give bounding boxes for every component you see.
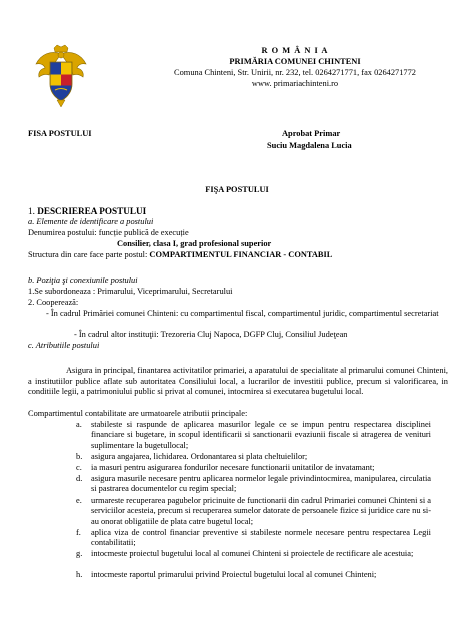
list-item-label: c. [76, 463, 82, 472]
structure-value: COMPARTIMENTUL FINANCIAR - CONTABIL [149, 250, 333, 259]
list-item-label: a. [76, 420, 82, 429]
list-item-text: aplica viza de control financiar preventive si stabileste normele necesare pentru respectarea Legii contabilitatii; [91, 528, 431, 548]
list-item-text: asigura angajarea, lichidarea. Ordonantarea si plata cheltuielilor; [91, 452, 308, 461]
list-item-label: e. [76, 496, 82, 505]
header-address: Comuna Chinteni, Str. Unirii, nr. 232, tel. 0264271771, fax 0264271772 [174, 68, 416, 77]
coat-of-arms-emblem [33, 44, 89, 108]
list-item-label: b. [76, 452, 83, 461]
section1-heading [28, 206, 146, 216]
list-item-label: h. [76, 570, 83, 579]
post-rank: Consilier, clasa I, grad profesional superior [117, 239, 272, 248]
cooperation-external: - În cadrul altor instituţii: Trezoreria Cluj Napoca, DGFP Cluj, Consiliul Judeţean [74, 330, 348, 339]
coat-of-arms-icon [33, 44, 89, 108]
section1-number: 1. [28, 206, 38, 216]
list-item-text: stabileste si raspunde de aplicarea masurilor legale ce se impun pentru respectarea disciplinei financiare si bugetare, in scopul identificarii si sanctionarii evaziunii fiscale si atragerea de venituri suplimentare la bugetullocal; [91, 420, 431, 450]
cooperation-internal: - În cadrul Primăriei comunei Chinteni: cu compartimentul fiscal, compartimentul juridic, compartimentul secretariat [46, 309, 439, 318]
header-country: R O M Â N I A [261, 46, 329, 55]
header-website: www. primariachinteni.ro [251, 79, 339, 88]
header-institution: PRIMĂRIA COMUNEI CHINTENI [229, 57, 361, 66]
approved-name: Suciu Magdalena Lucia [267, 141, 352, 150]
list-item-text: urmareste recuperarea pagubelor pricinuite de functionarii din cadrul Primariei comunei Chinteni si a serviciilor acesteia, precum si recuperarea sumelor datorate de persoanele fizice si juridice care nu si-au onorat obligatiile de plata catre bugetul local; [91, 496, 431, 526]
form-label: FISA POSTULUI [28, 129, 92, 138]
structure-label: Structura din care face parte postul: [28, 250, 150, 259]
approved-label: Aprobat Primar [282, 129, 341, 138]
section-c-title: c. Atributiile postului [28, 341, 100, 350]
section-b-item2: 2. Cooperează: [28, 298, 79, 307]
section1-title: DESCRIEREA POSTULUI [37, 206, 147, 216]
section-b-item1: 1.Se subordoneaza : Primarului, Viceprimarului, Secretarului [28, 287, 233, 296]
duties-list-header: Compartimentul contabilitate are urmatoarele atributii principale: [28, 409, 248, 418]
list-item-label: f. [76, 528, 81, 537]
post-name-line: Denumirea postului: funcție publică de execuție [28, 228, 189, 237]
list-item-text: ia masuri pentru asigurarea fondurilor necesare functionarii unitatilor de invatamant; [91, 463, 375, 472]
structure-line [28, 250, 332, 260]
list-item-text: intocmeste proiectul bugetului local al comunei Chinteni si proiectele de rectificare ale acestuia; [91, 549, 414, 558]
list-item-text: asigura masurile necesare pentru aplicarea normelor legale privindintocmirea, manipularea, circulatia si pastrarea documentelor cu regim special; [91, 474, 431, 494]
section1-subtitle: a. Elemente de identificare a postului [28, 217, 154, 226]
section-c-intro: Asigura in principal, finantarea activitatilor primariei, a aparatului de specialitate al primarului comunei Chinteni, a institutiilor publice aflate sub autoritatea Consiliului local, a lucrarilor de investitii publice, precum si valorificarea, in conditiile legii, a patrimoniului public si privat al comunei, intocmirea si executarea bugetului local. [28, 366, 448, 397]
document-title: FIŞA POSTULUI [205, 185, 269, 194]
list-item-text: intocmeste raportul primarului privind Proiectul bugetului local al comunei Chinteni; [91, 570, 377, 579]
section-b-title: b. Poziţia şi conexiunile postului [28, 276, 138, 285]
list-item-label: d. [76, 474, 83, 483]
list-item-label: g. [76, 549, 83, 558]
